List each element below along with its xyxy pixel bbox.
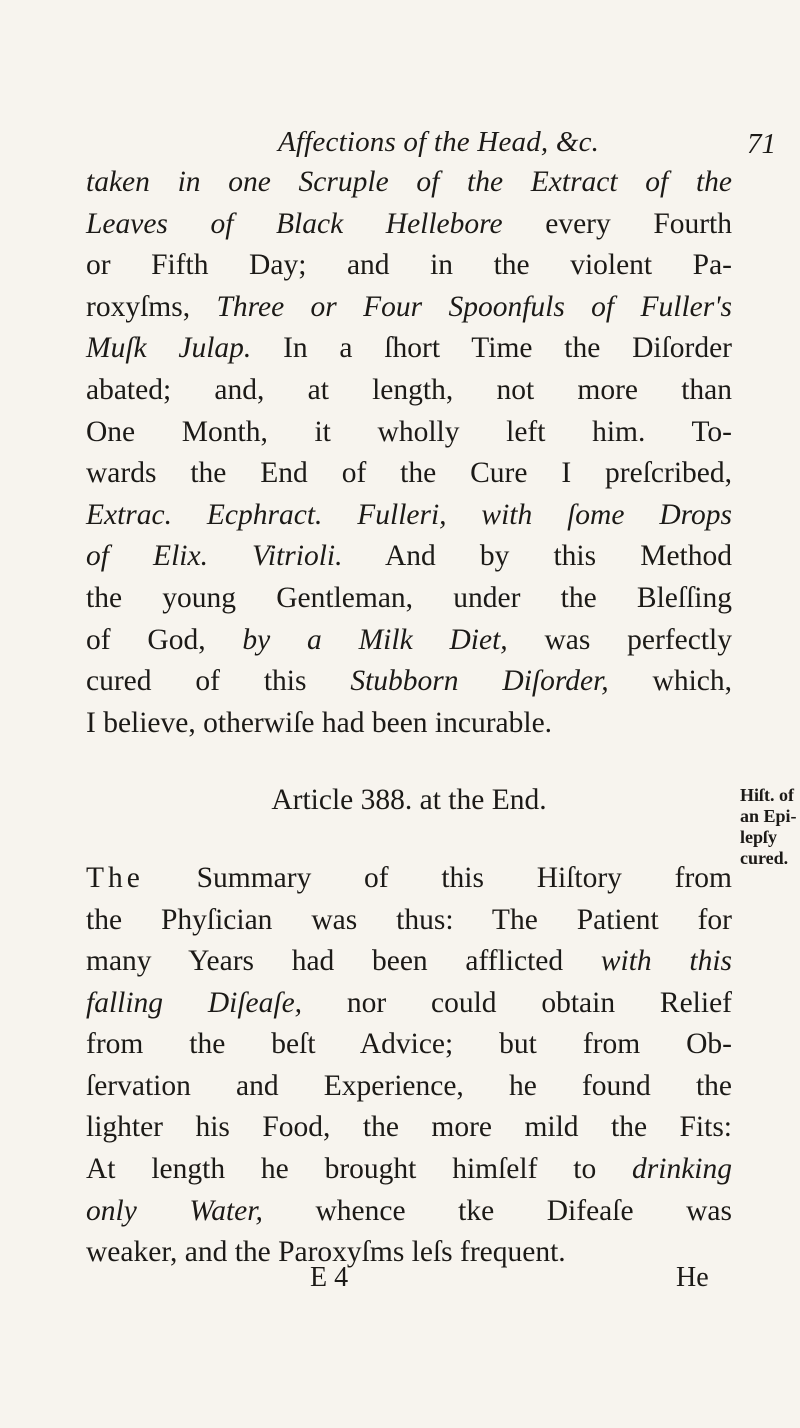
text-line: At length he brought himſelf to drinking <box>86 1153 732 1186</box>
text-line: wards the End of the Cure I preſcribed, <box>86 457 732 490</box>
article-heading: Article 388. at the End. <box>271 784 547 817</box>
text-line: the Phyſician was thus: The Patient for <box>86 903 732 936</box>
text-line: taken in one Scruple of the Extract of the <box>86 166 732 198</box>
text-line: cured of this Stubborn Diſorder, which, <box>86 665 732 698</box>
text-line: The Summary of this Hiſtory from <box>86 861 732 894</box>
text-line: falling Diſeaſe, nor could obtain Relief <box>86 986 732 1019</box>
text-line: I believe, otherwiſe had been incurable. <box>86 706 553 739</box>
text-line: or Fifth Day; and in the violent Pa- <box>86 249 732 282</box>
margin-note: Hiſt. of an Epi- lepſy cured. <box>740 785 797 868</box>
text-line: Extrac. Ecphract. Fulleri, with ſome Drops <box>86 498 732 531</box>
text-line: lighter his Food, the more mild the Fits: <box>86 1111 732 1144</box>
text-line: the young Gentleman, under the Bleſſing <box>86 581 732 614</box>
text-line: many Years had been afflicted with this <box>86 945 732 978</box>
text-line: roxyſms, Three or Four Spoonfuls of Fuller's <box>86 290 732 323</box>
text-line: of Elix. Vitrioli. And by this Method <box>86 540 732 573</box>
signature-mark: E 4 <box>310 1262 349 1293</box>
text-line: ſervation and Experience, he found the <box>86 1069 732 1102</box>
text-line: One Month, it wholly left him. To- <box>86 415 732 448</box>
text-line: of God, by a Milk Diet, was perfectly <box>86 623 732 656</box>
text-line: Muſk Julap. In a ſhort Time the Diſorder <box>86 332 733 365</box>
text-line: weaker, and the Paroxyſms leſs frequent. <box>86 1236 566 1269</box>
catchword: He <box>676 1262 709 1293</box>
text-line: abated; and, at length, not more than <box>86 373 732 406</box>
page-number: 71 <box>747 128 776 160</box>
body-text <box>86 162 732 1274</box>
text-line: from the beſt Advice; but from Ob- <box>86 1028 732 1061</box>
running-head: Affections of the Head, &c. <box>278 126 600 158</box>
text-line: only Water, whence tke Difeaſe was <box>86 1194 733 1227</box>
text-line: Leaves of Black Hellebore every Fourth <box>86 207 732 240</box>
